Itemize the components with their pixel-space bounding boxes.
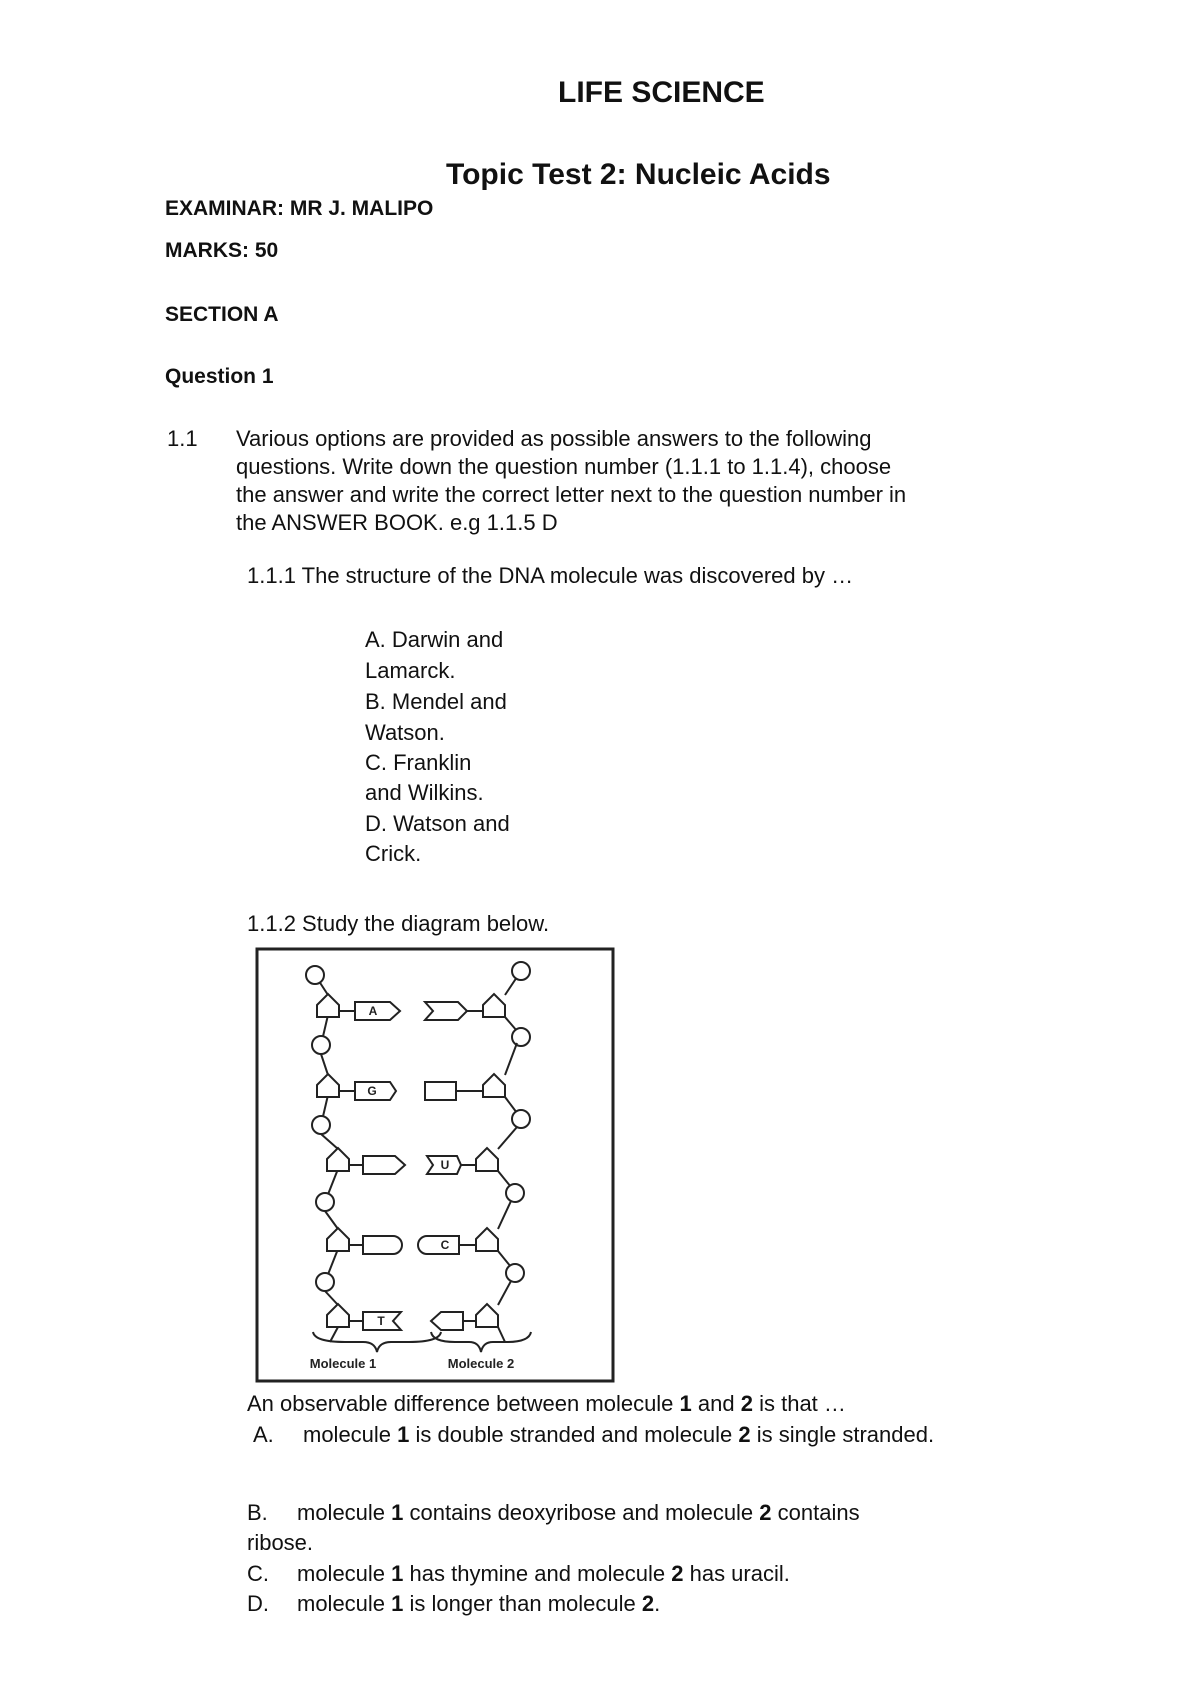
question-number: 1.1 [167, 426, 198, 451]
option-letter: A. [253, 1422, 274, 1447]
marks-label: MARKS: 50 [165, 239, 279, 262]
option-line: A. Darwin and [365, 627, 504, 652]
option-letter: C. [247, 1561, 269, 1586]
option-text: molecule 1 is double stranded and molecule 2 is single stranded. [303, 1422, 935, 1447]
base-label: T [377, 1314, 385, 1328]
molecule-2-label: Molecule 2 [447, 1356, 515, 1371]
test-title: Topic Test 2: Nucleic Acids [446, 158, 831, 191]
option-line: D. Watson and [365, 811, 510, 836]
option-line: Lamarck. [365, 658, 456, 683]
option-line: C. Franklin [365, 750, 472, 775]
section-label: SECTION A [165, 303, 279, 326]
instruction-line: questions. Write down the question number (1.1.1 to 1.1.4), choose [236, 454, 892, 479]
base-label: G [367, 1084, 377, 1098]
base-label: C [440, 1238, 450, 1252]
subject-title: LIFE SCIENCE [558, 76, 765, 109]
base-label: U [440, 1158, 450, 1172]
instruction-line: the ANSWER BOOK. e.g 1.1.5 D [236, 510, 558, 535]
option-line: Watson. [365, 720, 445, 745]
option-line: and Wilkins. [365, 780, 484, 805]
option-text: molecule 1 has thymine and molecule 2 has uracil. [297, 1561, 790, 1586]
examiner-label: EXAMINAR: MR J. MALIPO [165, 197, 434, 220]
question-stem: 1.1.1 The structure of the DNA molecule was discovered by … [247, 563, 854, 588]
option-text-continued: ribose. [247, 1530, 314, 1555]
question-label: Question 1 [165, 365, 274, 388]
nucleic-acid-diagram [255, 947, 615, 1383]
instruction-line: the answer and write the correct letter next to the question number in [236, 482, 907, 507]
option-letter: B. [247, 1500, 268, 1525]
base-label: A [368, 1004, 378, 1018]
option-line: B. Mendel and [365, 689, 507, 714]
option-letter: D. [247, 1591, 269, 1616]
option-text: molecule 1 contains deoxyribose and molecule 2 contains [297, 1500, 860, 1525]
instruction-line: Various options are provided as possible answers to the following [236, 426, 872, 451]
option-line: Crick. [365, 841, 422, 866]
question-stem: 1.1.2 Study the diagram below. [247, 911, 550, 936]
question-prompt: An observable difference between molecule 1 and 2 is that … [247, 1391, 846, 1416]
molecule-1-label: Molecule 1 [309, 1356, 377, 1371]
option-text: molecule 1 is longer than molecule 2. [297, 1591, 661, 1616]
